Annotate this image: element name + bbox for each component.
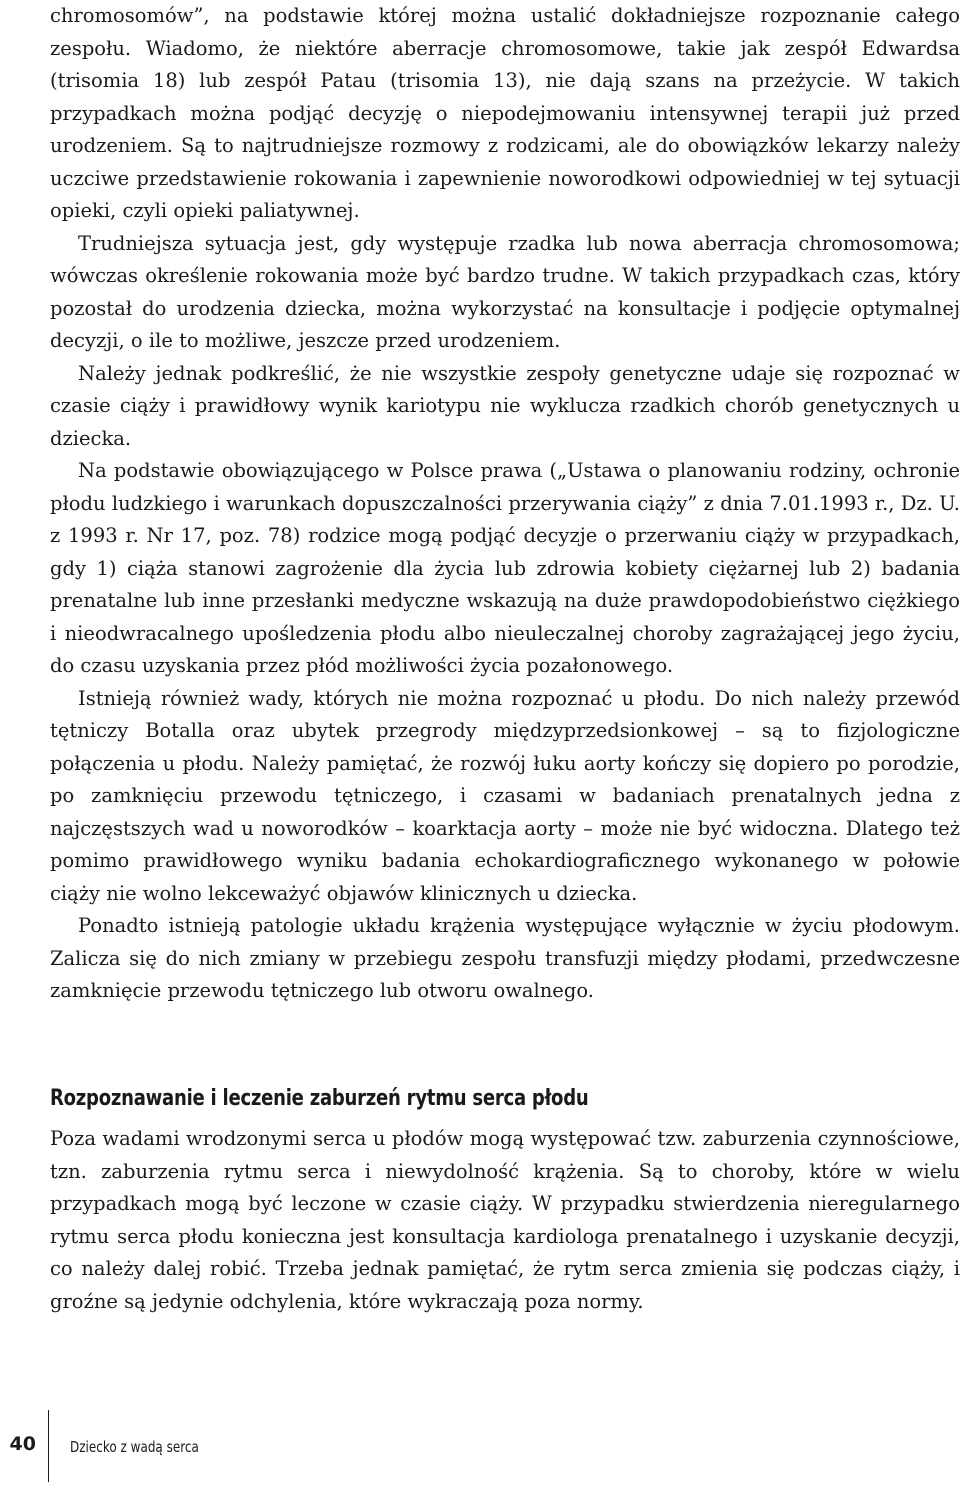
section-paragraph: Poza wadami wrodzonymi serca u płodów mogą występować tzw. zaburzenia czynnościowe, tzn. zaburzenia rytmu serca i niewydolność krążenia. Są to choroby, które w wielu przypadkach mogą być leczone w czasie ciąży. W przypadku stwierdzenia nieregularnego rytmu serca płodu konieczna jest konsultacja kardiologa prenatalnego i uzyskanie decyzji, co należy dalej robić. Trzeba jednak pamiętać, że rytm serca zmienia się podczas ciąży, i groźne są jedynie odchylenia, które wykraczają poza normy. xyxy=(50,1127,960,1313)
paragraph: Istnieją również wady, których nie można rozpoznać u płodu. Do nich należy przewód tętniczy Botalla oraz ubytek przegrody międzyprzedsionkowej – są to fizjologiczne połączenia u płodu. Należy pamiętać, że rozwój łuku aorty kończy się dopiero po porodzie, po zamknięciu przewodu tętniczego, i czasami w badaniach prenatalnych jedna z najczęstszych wad u noworodków – koarktacja aorty – może nie być widoczna. Dlatego też pomimo prawidłowego wyniku badania echokardiograficznego wykonanego w połowie ciąży nie wolno lekceważyć objawów klinicznych u dziecka. xyxy=(50,686,960,905)
paragraph: Ponadto istnieją patologie układu krążenia występujące wyłącznie w życiu płodowym. Zalicza się do nich zmiany w przebiegu zespołu transfuzji między płodami, przedwczesne zamknięcie przewodu tętniczego lub otworu owalnego. xyxy=(50,914,960,1002)
paragraph: Należy jednak podkreślić, że nie wszystkie zespoły genetyczne udaje się rozpoznać w czasie ciąży i prawidłowy wynik kariotypu nie wyklucza rzadkich chorób genetycznych u dziecka. xyxy=(50,361,960,450)
footer-divider xyxy=(48,1410,49,1482)
section-heading: Rozpoznawanie i leczenie zaburzeń rytmu serca płodu xyxy=(50,1086,589,1111)
paragraph: Na podstawie obowiązującego w Polsce prawa („Ustawa o planowaniu rodziny, ochronie płodu ludzkiego i warunkach dopuszczalności przerywania ciąży” z dnia 7.01.1993 r., Dz. U. z 1993 r. Nr 17, poz. 78) rodzice mogą podjąć decyzje o przerwaniu ciąży w przypadkach, gdy 1) ciąża stanowi zagrożenie dla życia lub zdrowia kobiety ciężarnej lub 2) badania prenatalne lub inne przesłanki medyczne wskazują na duże prawdopodobieństwo ciężkiego i nieodwracalnego upośledzenia płodu albo nieuleczalnej choroby zagrażającej jego życiu, do czasu uzyskania przez płód możliwości życia pozałonowego. xyxy=(50,459,960,677)
paragraph: chromosomów”, na podstawie której można ustalić dokładniejsze rozpoznanie całego zespołu. Wiadomo, że niektóre aberracje chromosomowe, takie jak zespół Edwardsa (trisomia 18) lub zespół Patau (trisomia 13), nie dają szans na przeżycie. W takich przypadkach można podjąć decyzję o niepodejmowaniu intensywnej terapii już przed urodzeniem. Są to najtrudniejsze rozmowy z rodzicami, ale do obowiązków lekarzy należy uczciwe przedstawienie rokowania i zapewnienie noworodkowi odpowiedniej w tej sytuacji opieki, czyli opieki paliatywnej. xyxy=(50,4,960,222)
body-text xyxy=(50,0,960,1008)
section xyxy=(50,1083,960,1318)
running-footer-title: Dziecko z wadą serca xyxy=(70,1438,199,1456)
page-number: 40 xyxy=(9,1433,36,1455)
paragraph: Trudniejsza sytuacja jest, gdy występuje rzadka lub nowa aberracja chromosomowa; wówczas określenie rokowania może być bardzo trudne. W takich przypadkach czas, który pozostał do urodzenia dziecka, można wykorzystać na konsultacje i podjęcie optymalnej decyzji, o ile to możliwe, jeszcze przed urodzeniem. xyxy=(50,231,960,352)
